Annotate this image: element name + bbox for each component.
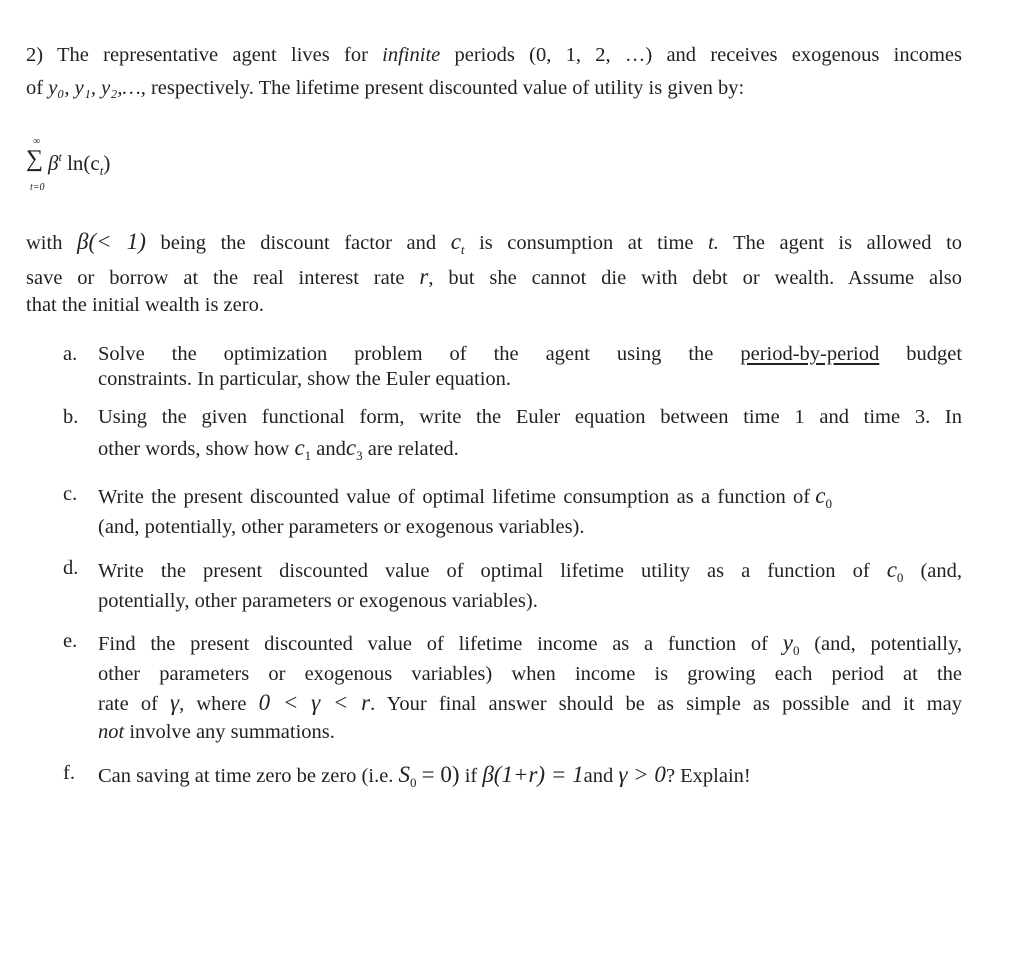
utility-formula (26, 136, 186, 196)
item-f-label: f. (63, 762, 75, 784)
item-d-line-1: Write the present discounted value of optimal lifetime utility as a function of $c_0$ (and, (98, 557, 962, 585)
sum-upper-limit: ∞ (33, 136, 41, 147)
sum-lower-limit: t=0 (30, 182, 45, 193)
item-e-line-3: rate of γ, where 0 < γ < r. Your final answer should be as simple as possible and it may (98, 690, 962, 715)
gamma-inequality: 0 < γ < r (258, 690, 371, 715)
item-d-line-2: potentially, other parameters or exogenous variables). (98, 590, 538, 612)
item-c-label: c. (63, 483, 78, 505)
item-a-line-1: Solve the optimization problem of the agent using the period-by-period budget (98, 343, 963, 365)
item-a-label: a. (63, 343, 78, 365)
emphasis-infinite: infinite (382, 44, 441, 66)
item-e-label: e. (63, 630, 78, 652)
formula-body: $\beta^t$ $\ln(c_t)$ (48, 150, 111, 178)
item-c-line-1: Write the present discounted value of optimal lifetime consumption as a function of $c_0$ (98, 483, 832, 511)
item-b-line-1: Using the given functional form, write the Euler equation between time 1 and time 3. In (98, 406, 962, 428)
item-d-label: d. (63, 557, 79, 579)
item-e-line-4: not involve any summations. (98, 721, 335, 743)
item-b-line-2: other words, show how $c_1$ andc$_3$ are related. (98, 435, 459, 463)
beta-condition-f: β(1+r) = 1 (482, 762, 584, 787)
item-c-line-2: (and, potentially, other parameters or exogenous variables). (98, 516, 585, 538)
gamma-condition-f: γ > 0 (618, 762, 666, 787)
question-number: 2) (26, 44, 44, 66)
item-b-label: b. (63, 406, 79, 428)
item-a-line-2: constraints. In particular, show the Euler equation. (98, 368, 512, 390)
item-f-line-1: Can saving at time zero be zero (i.e. $S_0 = 0$) if β(1+r) = 1and γ > 0? Explain! (98, 762, 751, 790)
para2-line-3: that the initial wealth is zero. (26, 294, 264, 316)
beta-condition: β(< 1) (77, 229, 146, 254)
para2-line-2: save or borrow at the real interest rate r, but she cannot die with debt or wealth. Assume also (26, 264, 963, 289)
sum-symbol: ∑ (26, 146, 44, 172)
underlined-period-by-period: period-by-period (740, 343, 880, 365)
item-e-line-2: other parameters or exogenous variables) when income is growing each period at the (98, 663, 962, 685)
intro-line-1: 2) The representative agent lives for infinite periods (0, 1, 2, …) and receives exogenous incomes (26, 44, 962, 66)
para2-line-1: with β(< 1) being the discount factor and $c_t$ is consumption at time t. The agent is allowed to (26, 229, 963, 257)
emphasis-not: not (98, 721, 125, 743)
intro-line-2: of y₀, y₁, y₂,…, respectively. The lifetime present discounted value of utility is given by: (26, 77, 745, 99)
item-e-line-1: Find the present discounted value of lifetime income as a function of $y_0$ (and, potentially, (98, 630, 962, 658)
income-list: y₀, y₁, y₂,…, (48, 77, 146, 99)
